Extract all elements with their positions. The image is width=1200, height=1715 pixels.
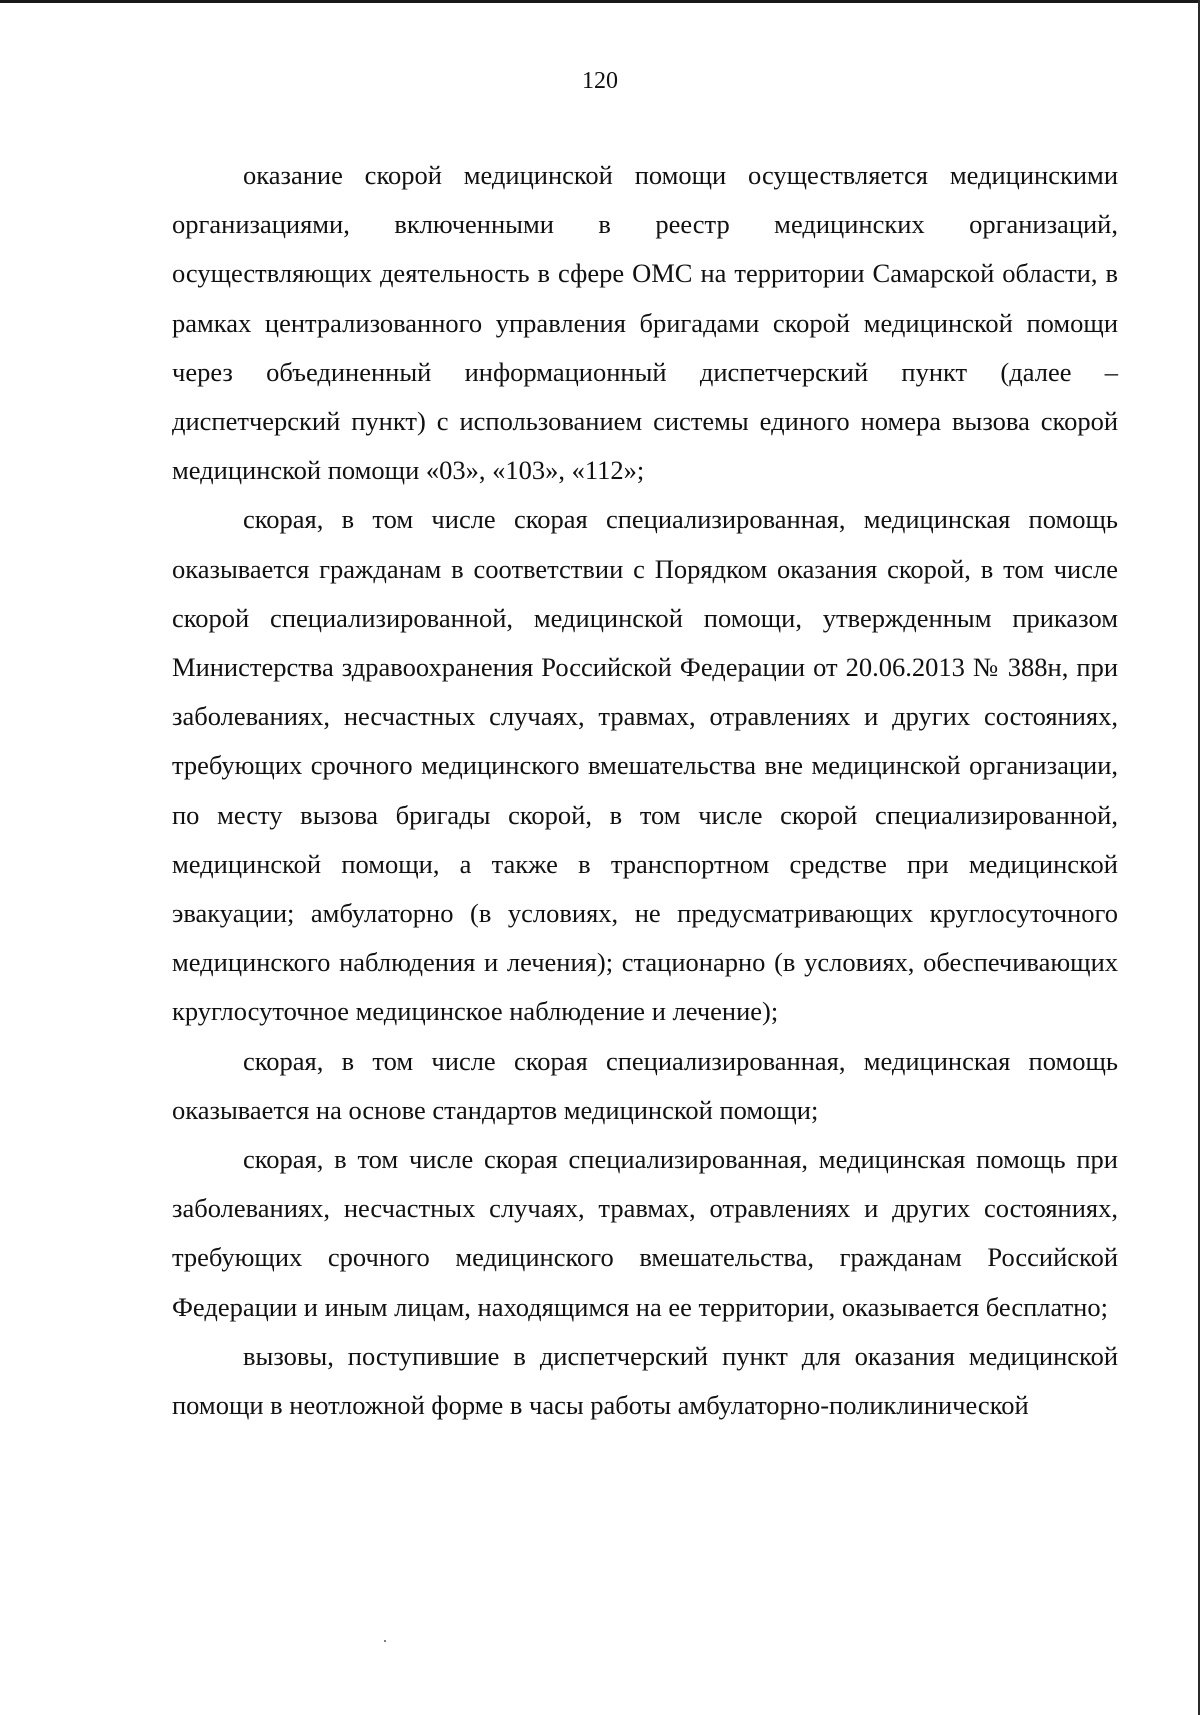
paragraph-ambulance-procedure: скорая, в том числе скорая специализированная, медицинская помощь оказывается гражданам в соответствии с Порядком оказания скорой, в том числе скорой специализированной, медицинской помощи, утвержденным приказом Министерства здравоохранения Российской Федерации от 20.06.2013 № 388н, при заболеваниях, несчастных случаях, травмах, отравлениях и других состояниях, требующих срочного медицинского вмешательства вне медицинской организации, по месту вызова бригады скорой, в том числе скорой специализированной, медицинской помощи, а также в транспортном средстве при медицинской эвакуации; амбулаторно (в условиях, не предусматривающих круглосуточного медицинского наблюдения и лечения); стационарно (в условиях, обеспечивающих круглосуточное медицинское наблюдение и лечение); [172,504,1118,1027]
paragraph-dispatch-calls: вызовы, поступившие в диспетчерский пункт для оказания медицинской помощи в неотложной форме в часы работы амбулаторно-поликлинической [172,1340,1118,1421]
paragraph-ambulance-standards: скорая, в том числе скорая специализированная, медицинская помощь оказывается на основе стандартов медицинской помощи; [172,1045,1118,1125]
scan-edge-top [0,0,1200,3]
page-number: 120 [582,68,618,94]
paragraph-ambulance-organizations: оказание скорой медицинской помощи осуществляется медицинскими организациями, включенными в реестр медицинских организаций, осуществляющих деятельность в сфере ОМС на территории Самарской области, в рамках централизованного управления бригадами скорой медицинской помощи через объединенный информационный диспетчерский пункт (далее – диспетчерский пункт) с использованием системы единого номера вызова скорой медицинской помощи «03», «103», «112»; [172,160,1118,486]
document-body [172,151,1118,1430]
paragraph-ambulance-free-of-charge: скорая, в том числе скорая специализированная, медицинская помощь при заболеваниях, несчастных случаях, травмах, отравлениях и других состояниях, требующих срочного медицинского вмешательства, гражданам Российской Федерации и иным лицам, находящимся на ее территории, оказывается бесплатно; [172,1144,1118,1322]
scan-speck [384,1640,386,1642]
